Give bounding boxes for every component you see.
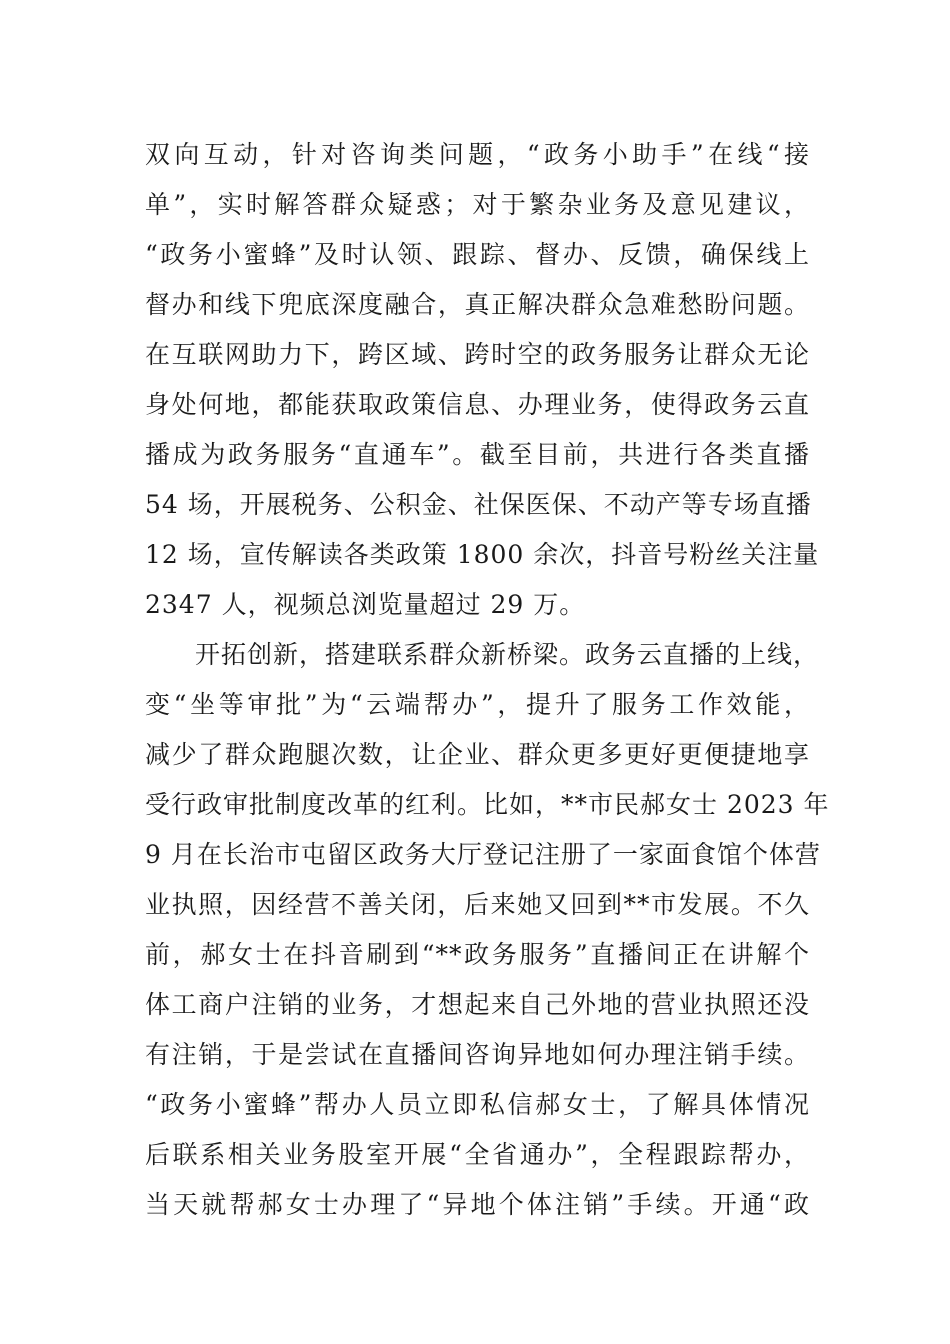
text-line: 前，郝女士在抖音刷到“**政务服务”直播间正在讲解个 xyxy=(145,940,810,969)
paragraph xyxy=(145,130,820,630)
text-line: “政务小蜜蜂”帮办人员立即私信郝女士，了解具体情况 xyxy=(145,1090,810,1119)
text-line: 后联系相关业务股室开展“全省通办”，全程跟踪帮办， xyxy=(145,1140,810,1169)
text-line: 业执照，因经营不善关闭，后来她又回到**市发展。不久 xyxy=(145,890,810,919)
text-line: 当天就帮郝女士办理了“异地个体注销”手续。开通“政 xyxy=(145,1190,810,1219)
text-line: 双向互动，针对咨询类问题，“政务小助手”在线“接 xyxy=(145,140,810,169)
text-line: 减少了群众跑腿次数，让企业、群众更多更好更便捷地享 xyxy=(145,740,810,769)
text-line: 开拓创新，搭建联系群众新桥梁。政务云直播的上线， xyxy=(195,640,820,669)
text-line: 变“坐等审批”为“云端帮办”，提升了服务工作效能， xyxy=(145,690,810,719)
text-line: 12 场，宣传解读各类政策 1800 余次，抖音号粉丝关注量 xyxy=(145,540,820,569)
text-line: 9 月在长治市屯留区政务大厅登记注册了一家面食馆个体营 xyxy=(145,840,821,869)
text-line: 身处何地，都能获取政策信息、办理业务，使得政务云直 xyxy=(145,390,810,419)
text-line: 播成为政务服务“直通车”。截至目前，共进行各类直播 xyxy=(145,440,810,469)
text-line: 督办和线下兜底深度融合，真正解决群众急难愁盼问题。 xyxy=(145,290,810,319)
text-line: 体工商户注销的业务，才想起来自己外地的营业执照还没 xyxy=(145,990,810,1019)
text-line: 受行政审批制度改革的红利。比如，**市民郝女士 2023 年 xyxy=(145,790,830,819)
paragraph xyxy=(145,630,830,1230)
text-line: “政务小蜜蜂”及时认领、跟踪、督办、反馈，确保线上 xyxy=(145,240,810,269)
text-line: 2347 人，视频总浏览量超过 29 万。 xyxy=(145,590,586,619)
document-body xyxy=(145,130,830,1230)
text-line: 54 场，开展税务、公积金、社保医保、不动产等专场直播 xyxy=(145,490,812,519)
text-line: 单”，实时解答群众疑惑；对于繁杂业务及意见建议， xyxy=(145,190,810,219)
text-line: 在互联网助力下，跨区域、跨时空的政务服务让群众无论 xyxy=(145,340,810,369)
text-line: 有注销，于是尝试在直播间咨询异地如何办理注销手续。 xyxy=(145,1040,810,1069)
